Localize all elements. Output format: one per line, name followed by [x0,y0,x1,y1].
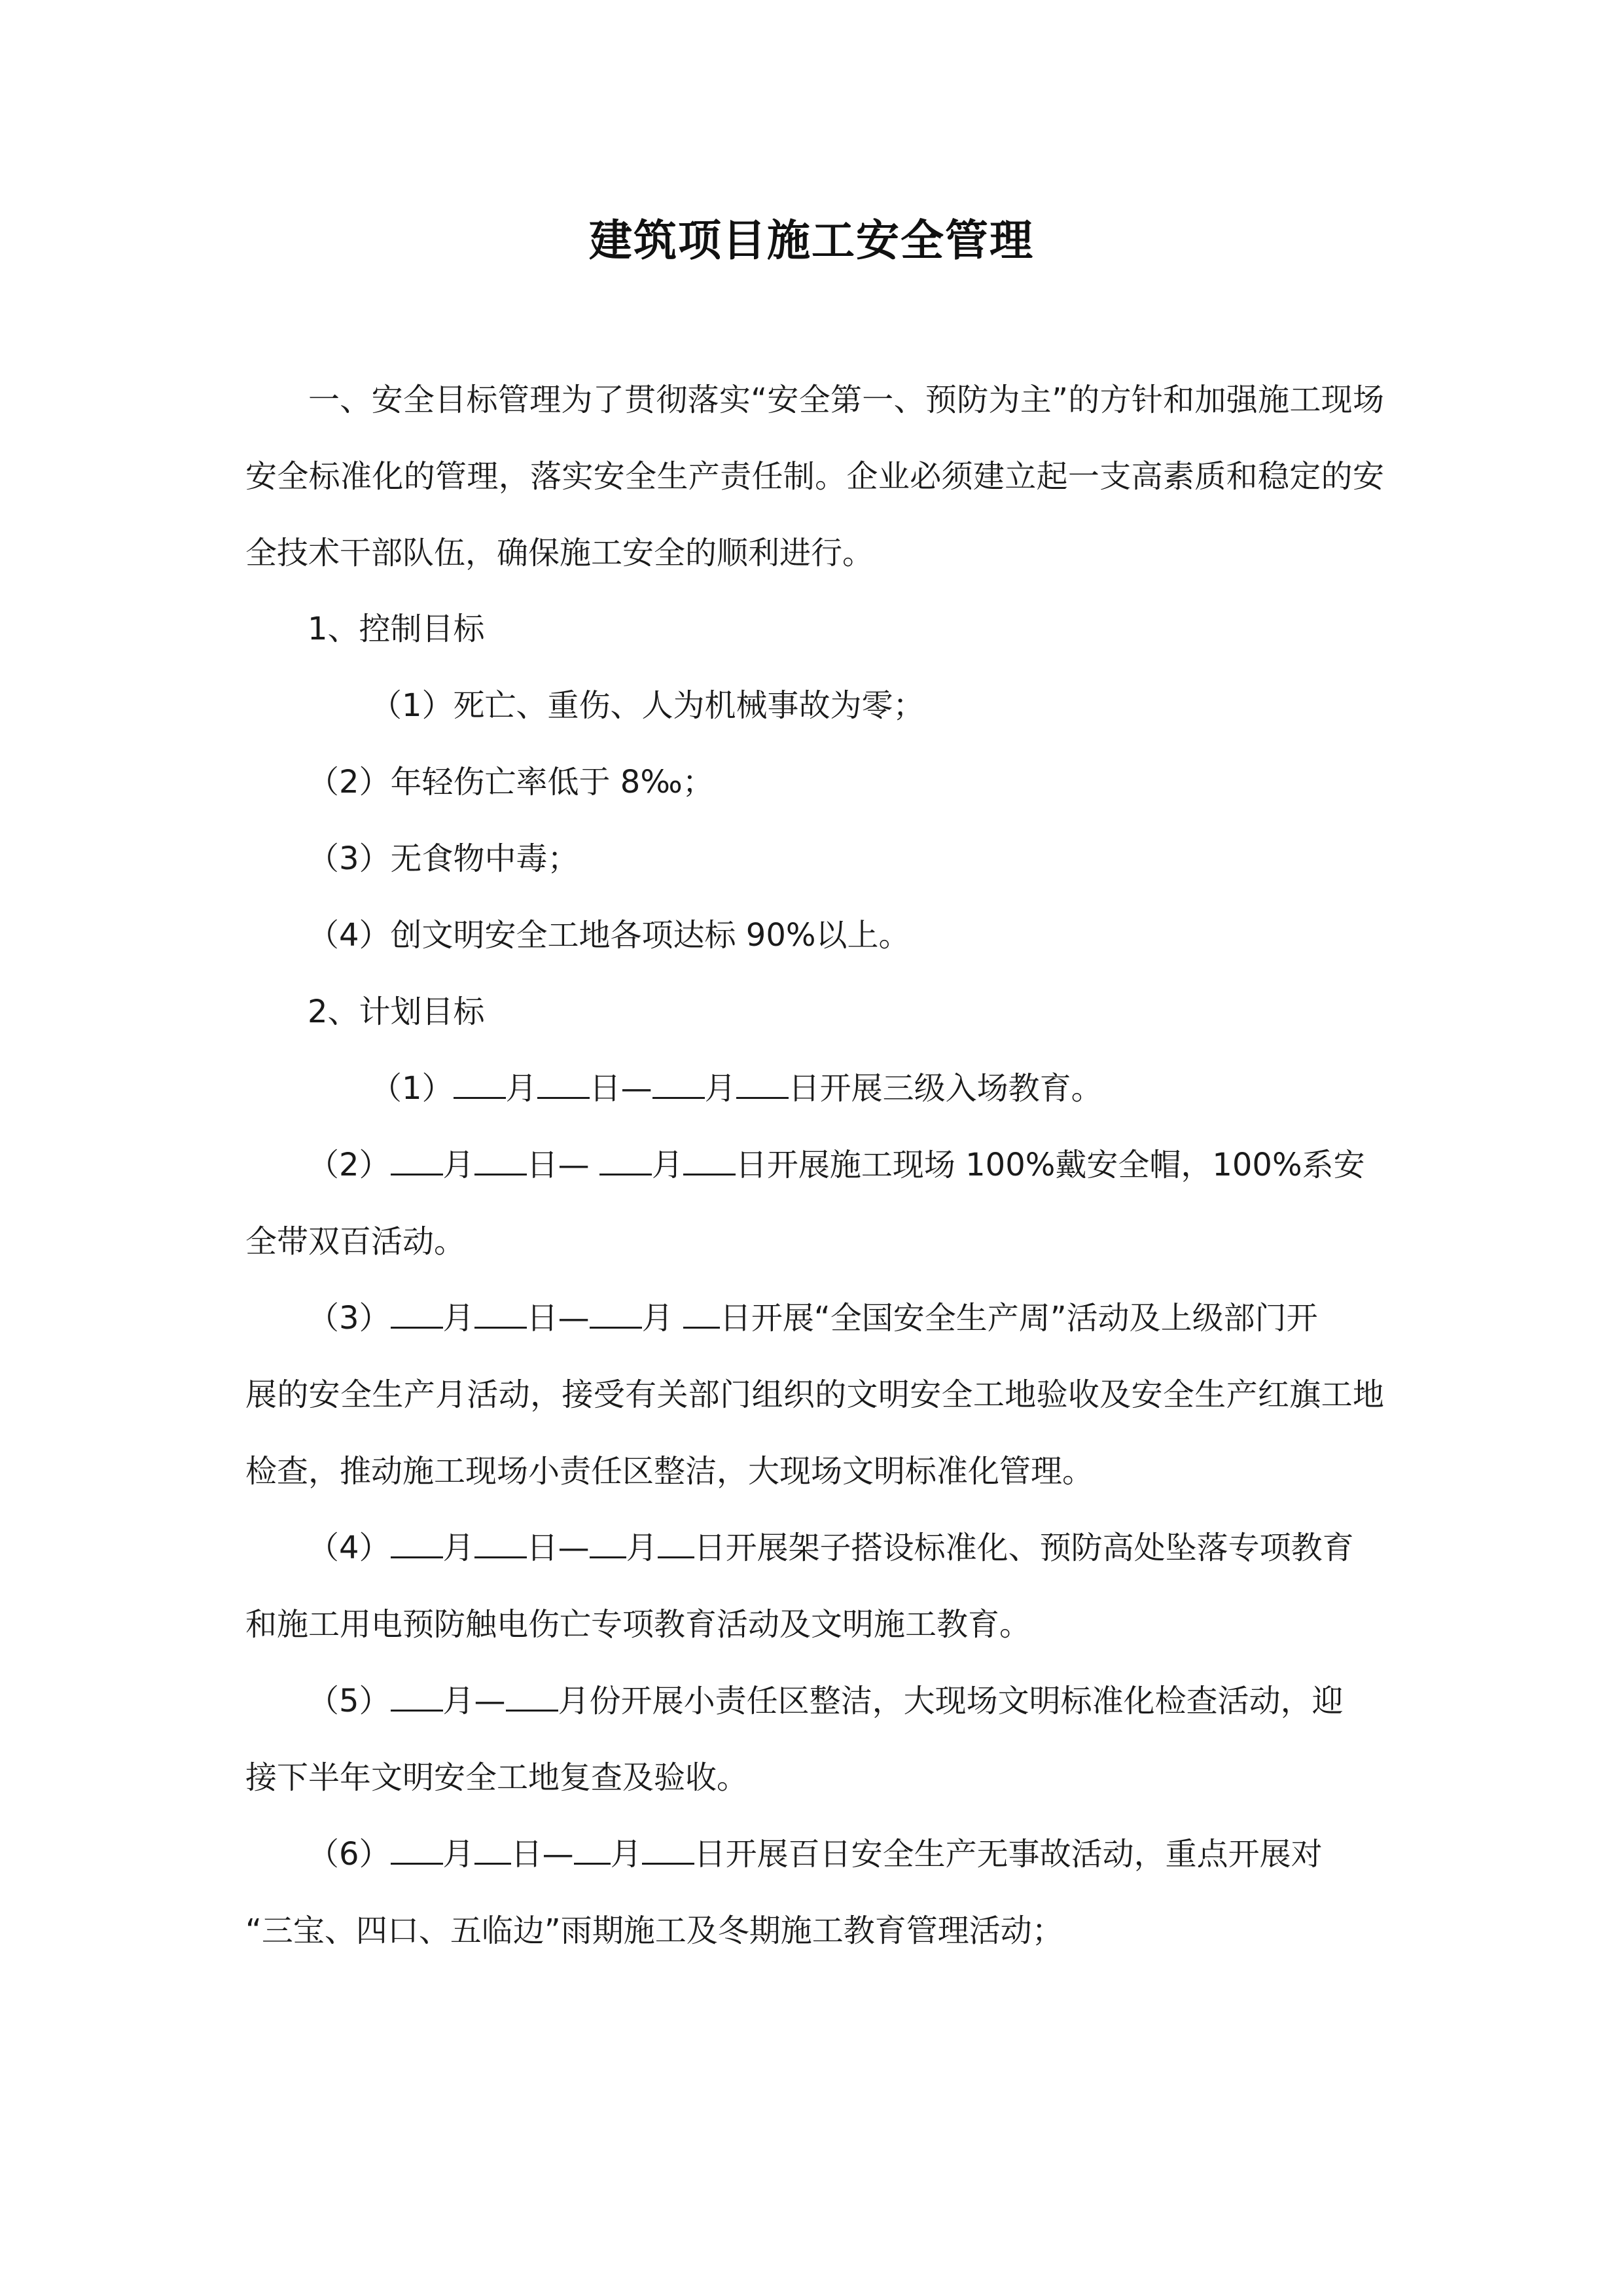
plan-goal-item-1: （1） 月 日— 月 日开展三级入场教育。 [370,1050,1103,1127]
plan-goal-item-3: （3） 月 日— 月 日开展“全国安全生产周”活动及上级部门开 [308,1280,1318,1357]
control-goal-item-4: （4）创文明安全工地各项达标 90%以上。 [308,917,910,954]
plan-goal-item-2-cont: 全带双百活动。 [245,1223,466,1260]
date-blank [391,1298,443,1329]
control-goal-item-3: （3）无食物中毒； [308,840,579,877]
date-blank [574,1834,611,1865]
date-blank [506,1681,558,1712]
plan-goal-item-4: （4） 月 日— 月 日开展架子搭设标准化、预防高处坠落专项教育 [308,1510,1354,1587]
control-goal-item-1: （1）死亡、重伤、人为机械事故为零； [370,687,925,724]
plan-goal-item-5: （5） 月— 月份开展小责任区整洁，大现场文明标准化检查活动，迎 [308,1663,1344,1740]
date-blank [736,1068,789,1099]
plan-goals-heading: 2、计划目标 [308,994,485,1030]
date-blank [474,1528,527,1558]
date-blank [391,1834,443,1865]
date-blank [683,1298,720,1329]
control-goals-heading: 1、控制目标 [308,611,485,647]
date-blank [652,1068,705,1099]
date-blank [454,1068,506,1099]
date-blank [537,1068,590,1099]
section1-intro: 一、安全目标管理为了贯彻落实“安全第一、预防为主”的方针和加强施工现场安全标准化的管理，落实安全生产责任制。企业必须建立起一支高素质和稳定的安全技术干部队伍，确保施工安全的顺利进行。 [245,382,1384,571]
date-blank [474,1298,527,1329]
date-blank [642,1834,694,1865]
document-title: 建筑项目施工安全管理 [589,215,1034,266]
date-blank [474,1145,527,1175]
plan-goal-item-6: （6） 月 日— 月 日开展百日安全生产无事故活动，重点开展对 [308,1816,1323,1893]
date-blank [590,1528,626,1558]
date-blank [391,1145,443,1175]
plan-goal-item-3-cont: 展的安全生产月活动，接受有关部门组织的文明安全工地验收及安全生产红旗工地检查，推动施工现场小责任区整洁，大现场文明标准化管理。 [245,1376,1384,1490]
plan-goal-item-4-cont: 和施工用电预防触电伤亡专项教育活动及文明施工教育。 [245,1606,1031,1643]
date-blank [590,1298,642,1329]
date-blank [683,1145,736,1175]
date-blank [474,1834,511,1865]
date-blank [391,1528,443,1558]
date-blank [599,1145,652,1175]
plan-goal-item-6-cont: “三宝、四口、五临边”雨期施工及冬期施工教育管理活动； [245,1912,1063,1949]
plan-goal-item-5-cont: 接下半年文明安全工地复查及验收。 [245,1759,749,1796]
control-goal-item-2: （2）年轻伤亡率低于 8‰； [308,764,714,800]
plan-goal-item-2: （2） 月 日— 月 日开展施工现场 100%戴安全帽，100%系安 [308,1127,1365,1204]
date-blank [391,1681,443,1712]
date-blank [658,1528,694,1558]
